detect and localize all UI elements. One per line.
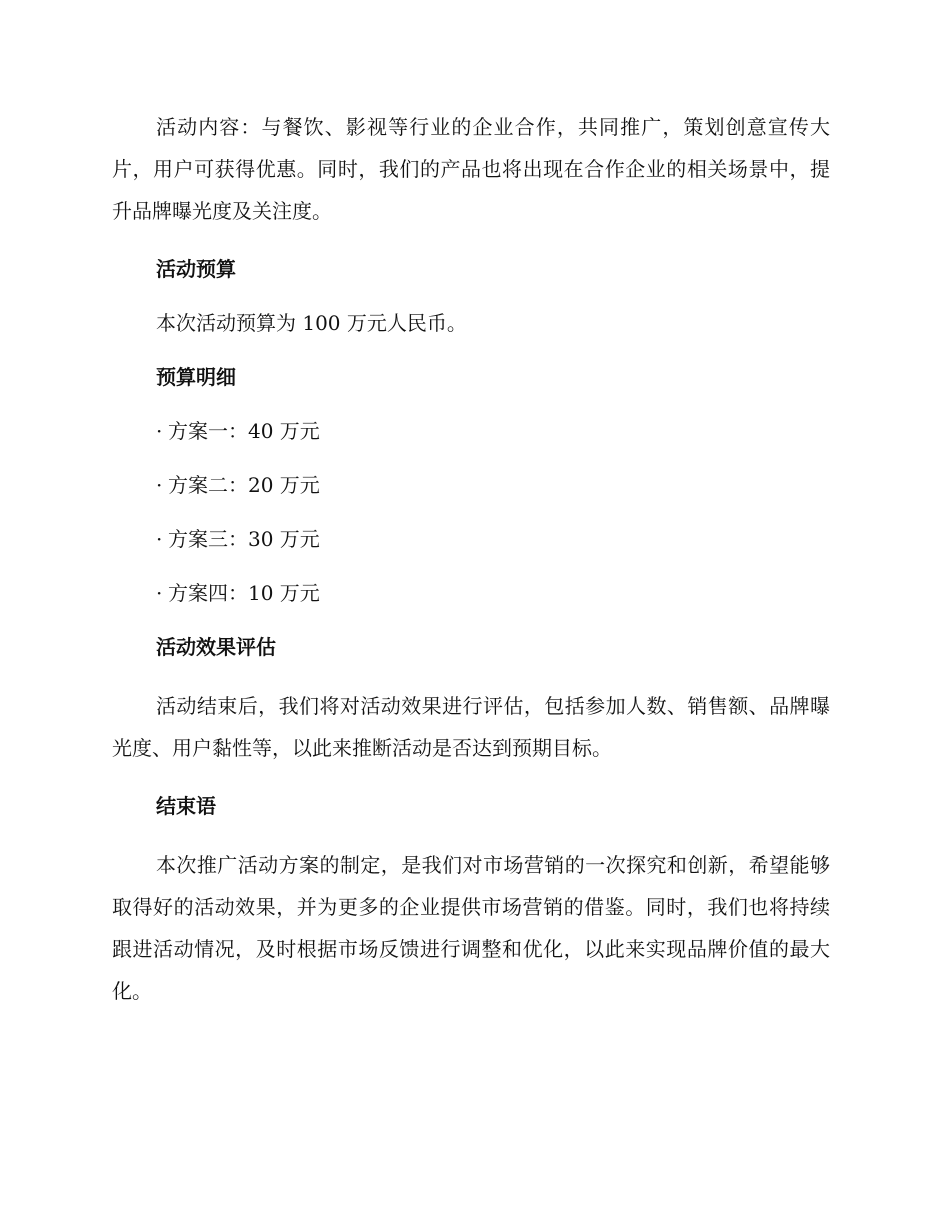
budget-item-3 [112, 523, 830, 556]
evaluation-heading: 活动效果评估 [156, 635, 276, 659]
closing-paragraph: 本次推广活动方案的制定，是我们对市场营销的一次探究和创新，希望能够取得好的活动效果，并为更多的企业提供市场营销的借鉴。同时，我们也将持续跟进活动情况，及时根据市场反馈进行调整和优化，以此来实现品牌价值的最大化。 [112, 853, 830, 1003]
closing-heading: 结束语 [156, 794, 216, 818]
budget-item-label: 方案二：20 万元 [168, 473, 320, 497]
bullet-dot-icon: · [156, 419, 163, 443]
bullet-dot-icon: · [156, 527, 163, 551]
budget-item-label: 方案三：30 万元 [168, 527, 320, 551]
bullet-dot-icon: · [156, 581, 163, 605]
budget-detail-heading: 预算明细 [156, 365, 236, 389]
evaluation-paragraph: 活动结束后，我们将对活动效果进行评估，包括参加人数、销售额、品牌曝光度、用户黏性等，以此来推断活动是否达到预期目标。 [112, 694, 830, 760]
budget-item-2 [112, 469, 830, 502]
budget-item-label: 方案一：40 万元 [168, 419, 320, 443]
budget-item-label: 方案四：10 万元 [168, 581, 320, 605]
budget-item-1 [112, 415, 830, 448]
budget-item-4 [112, 577, 830, 610]
budget-text: 本次活动预算为 100 万元人民币。 [156, 311, 467, 335]
bullet-dot-icon: · [156, 473, 163, 497]
budget-heading: 活动预算 [156, 257, 236, 281]
activity-content-paragraph: 活动内容：与餐饮、影视等行业的企业合作，共同推广，策划创意宣传大片，用户可获得优惠。同时，我们的产品也将出现在合作企业的相关场景中，提升品牌曝光度及关注度。 [112, 115, 830, 223]
document-page [112, 106, 830, 1033]
